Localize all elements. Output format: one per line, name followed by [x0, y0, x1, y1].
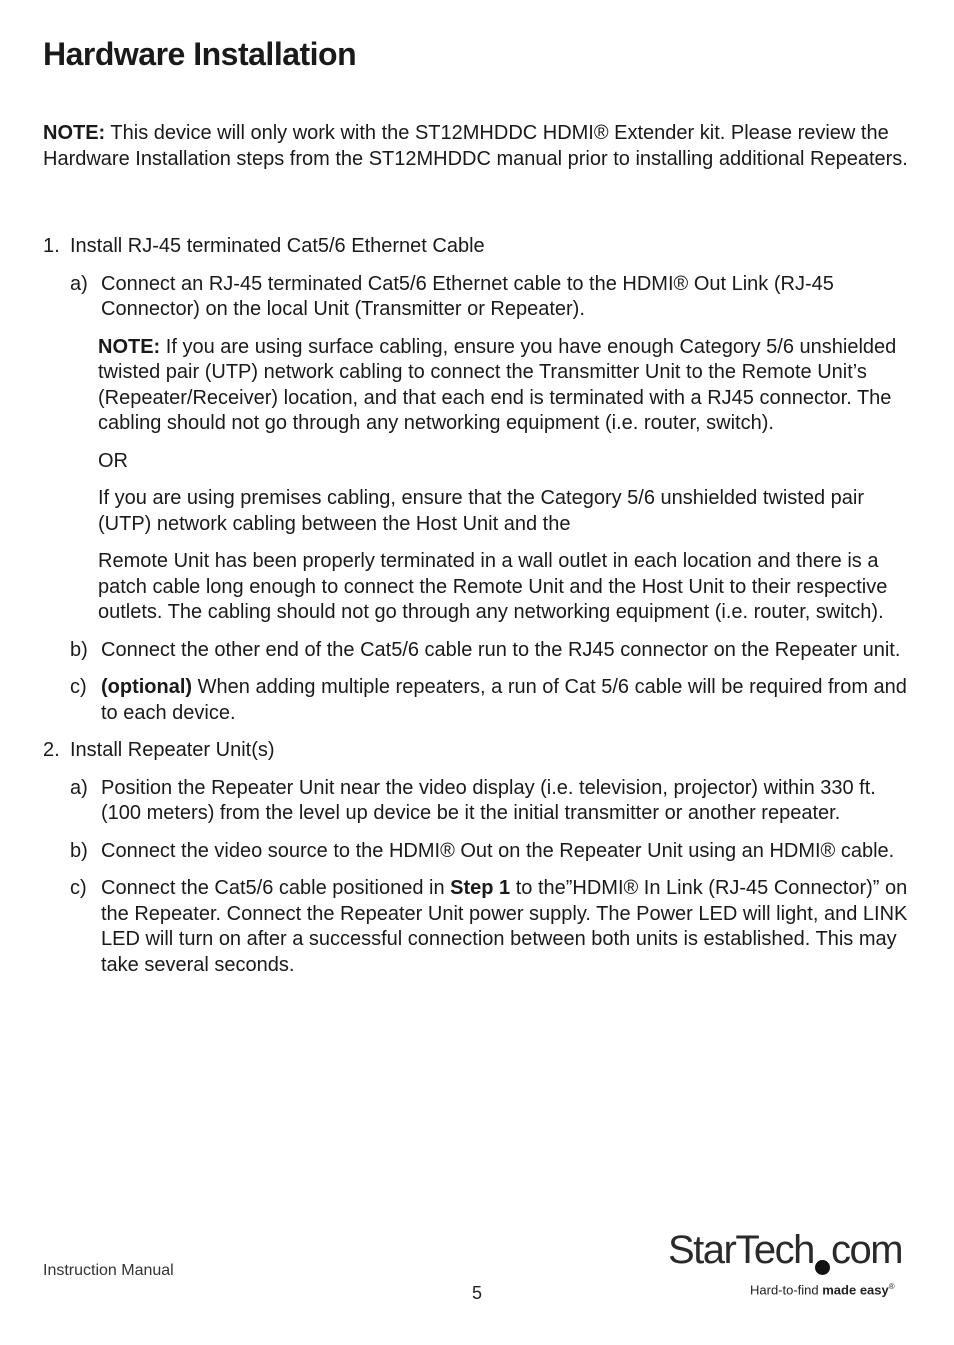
intro-note-label: NOTE: [43, 122, 106, 144]
step-number: 2. [43, 739, 60, 761]
sub-text: Connect an RJ-45 terminated Cat5/6 Ethernet cable to the HDMI® Out Link (RJ-45 Connector) on the local Unit (Transmitter or Repeater). [101, 272, 834, 320]
cabling-note [43, 335, 911, 437]
sub-text: Connect the other end of the Cat5/6 cable run to the RJ45 connector on the Repeater unit. [101, 638, 901, 661]
sub-letter: c) [70, 676, 87, 698]
intro-note-text: This device will only work with the ST12MHDDC HDMI® Extender kit. Please review the Hardware Installation steps from the ST12MHDDC manual prior to installing additional Repeaters. [43, 122, 908, 170]
step-1-sub-a [43, 272, 911, 323]
step-1-sub-b [43, 638, 911, 664]
sub-letter: a) [70, 272, 88, 295]
step-2-sub-a [43, 776, 911, 827]
step-1 [43, 234, 911, 260]
sub-text: Connect the video source to the HDMI® Out on the Repeater Unit using an HDMI® cable. [101, 839, 895, 862]
logo-tag-mark: ® [888, 1282, 895, 1291]
cabling-note-label: NOTE: [98, 335, 161, 358]
page-number: 5 [472, 1283, 483, 1303]
sub-text-before: Connect the Cat5/6 cable positioned in [101, 877, 451, 899]
step-2 [43, 738, 911, 764]
logo-tag-plain: Hard-to-find [750, 1282, 823, 1298]
cabling-note-text: If you are using surface cabling, ensure you have enough Category 5/6 unshielded twisted pair (UTP) network cabling to connect the Transmitter Unit to the Remote Unit’s (Repeater/Receiver) location, and that each end is terminated with a RJ45 connector. The cabling should not go through any networking equipment (i.e. router, switch). [98, 335, 897, 434]
or-text: OR [98, 449, 128, 472]
intro-note [43, 121, 911, 172]
step-title: Install RJ-45 terminated Cat5/6 Ethernet Cable [70, 235, 485, 257]
sub-text: Position the Repeater Unit near the video display (i.e. television, projector) within 330 ft. (100 meters) from the level up device be it the initial transmitter or another repeater. [101, 776, 876, 824]
logo-tag-bold: made easy [822, 1282, 889, 1298]
step-reference: Step 1 [450, 877, 511, 899]
step-title: Install Repeater Unit(s) [70, 739, 275, 761]
logo-wordmark: StarTech [668, 1228, 814, 1272]
footer-doc-type: Instruction Manual [43, 1262, 174, 1279]
step-1-sub-c [43, 675, 911, 726]
sub-text [101, 676, 907, 724]
sub-text-after: to the”HDMI® In Link (RJ-45 Connector)” on the Repeater. Connect the Repeater Unit power supply. The Power LED will light, and LINK LED will turn on after a successful connection between both units is established. This may take several seconds. [101, 877, 908, 976]
sub-letter: a) [70, 776, 88, 799]
startech-logo [668, 1228, 912, 1302]
step-2-sub-b [43, 839, 911, 865]
document-body [43, 121, 911, 990]
optional-label: (optional) [101, 676, 193, 698]
step-number: 1. [43, 235, 60, 257]
premises-paragraph-2: Remote Unit has been properly terminated in a wall outlet in each location and there is a patch cable long enough to connect the Remote Unit and the Host Unit to their respective outlets. The cabling should not go through any networking equipment (i.e. router, switch). [98, 550, 888, 623]
premises-paragraph-1: If you are using premises cabling, ensure that the Category 5/6 unshielded twisted pair (UTP) network cabling between the Host Unit and the [98, 487, 864, 535]
sub-letter: c) [70, 877, 87, 899]
sub-letter: b) [70, 839, 88, 862]
logo-dot-icon [815, 1260, 830, 1275]
logo-tagline [750, 1282, 895, 1297]
page-title: Hardware Installation [43, 36, 357, 72]
step-2-sub-c [43, 876, 911, 978]
sub-text [101, 877, 907, 976]
sub-text-rest: When adding multiple repeaters, a run of Cat 5/6 cable will be required from and to each device. [101, 676, 907, 724]
sub-letter: b) [70, 638, 88, 661]
logo-com: com [831, 1228, 903, 1272]
